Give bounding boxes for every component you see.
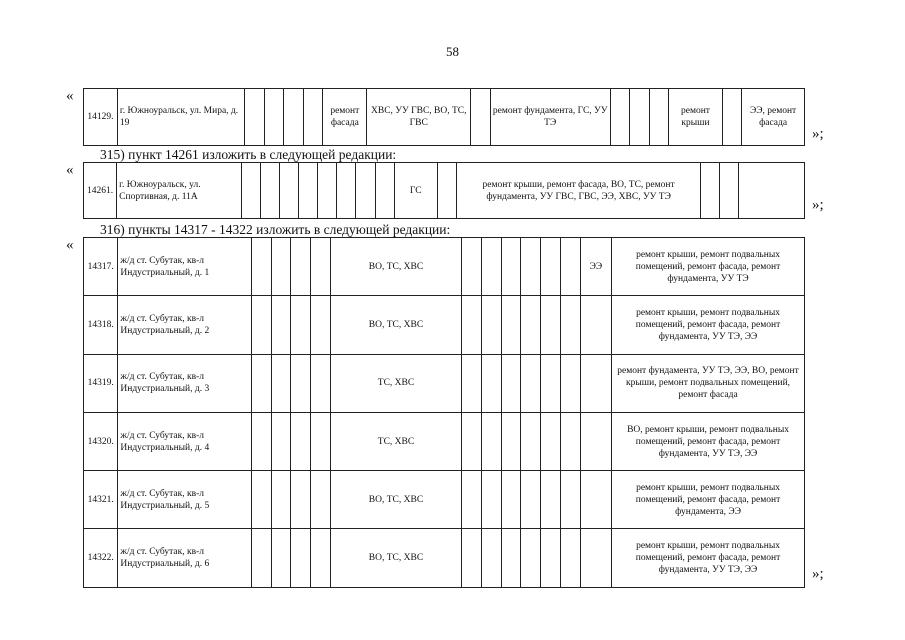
- work-cell: ремонт крыши, ремонт фасада, ВО, ТС, ремонт фундамента, УУ ГВС, ГВС, ЭЭ, ХВС, УУ ТЭ: [456, 163, 700, 219]
- row-number: 14319.: [84, 354, 118, 412]
- empty-cell: [541, 354, 561, 412]
- empty-cell: [271, 354, 291, 412]
- work-cell: [580, 529, 611, 587]
- empty-cell: [541, 238, 561, 296]
- work-cell: [580, 354, 611, 412]
- empty-cell: [462, 296, 482, 354]
- work-cell: ремонт фундамента, ГС, УУ ТЭ: [490, 89, 610, 146]
- row-number: 14318.: [84, 296, 118, 354]
- work-cell: ВО, ТС, ХВС: [330, 296, 461, 354]
- empty-cell: [271, 412, 291, 470]
- table-14261: [83, 162, 805, 219]
- open-quote: «: [66, 237, 74, 253]
- work-cell: ВО, ТС, ХВС: [330, 238, 461, 296]
- empty-cell: [561, 529, 581, 587]
- address: ж/д ст. Субутак, кв-л Индустриальный, д. 4: [118, 412, 251, 470]
- empty-cell: [521, 296, 541, 354]
- table-row: [84, 296, 805, 354]
- empty-cell: [521, 412, 541, 470]
- empty-cell: [541, 296, 561, 354]
- empty-cell: [481, 238, 501, 296]
- heading-315: 315) пункт 14261 изложить в следующей редакции:: [100, 147, 397, 162]
- empty-cell: [462, 471, 482, 529]
- work-cell: ТС, ХВС: [330, 354, 461, 412]
- table-14129: [83, 88, 805, 146]
- empty-cell: [481, 529, 501, 587]
- empty-cell: [561, 296, 581, 354]
- empty-cell: [481, 354, 501, 412]
- empty-cell: [462, 238, 482, 296]
- address: ж/д ст. Субутак, кв-л Индустриальный, д. 2: [118, 296, 251, 354]
- work-cell: [580, 412, 611, 470]
- empty-cell: [311, 296, 331, 354]
- table-row: [84, 529, 805, 587]
- empty-cell: [561, 471, 581, 529]
- empty-cell: [501, 238, 521, 296]
- empty-cell: [291, 296, 311, 354]
- empty-cell: [271, 296, 291, 354]
- empty-cell: [311, 529, 331, 587]
- empty-cell: [501, 529, 521, 587]
- row-number: 14317.: [84, 238, 118, 296]
- empty-cell: [521, 471, 541, 529]
- empty-cell: [271, 238, 291, 296]
- work-cell: ремонт крыши, ремонт подвальных помещений, ремонт фасада, ремонт фундамента, ЭЭ: [612, 471, 805, 529]
- table-row: [84, 238, 805, 296]
- empty-cell: [311, 412, 331, 470]
- row-number: 14322.: [84, 529, 118, 587]
- empty-cell: [541, 412, 561, 470]
- empty-cell: [561, 238, 581, 296]
- table-row: [84, 412, 805, 470]
- work-cell: [580, 471, 611, 529]
- empty-cell: [501, 412, 521, 470]
- address: ж/д ст. Субутак, кв-л Индустриальный, д. 6: [118, 529, 251, 587]
- empty-cell: [481, 296, 501, 354]
- address: г. Южноуральск, ул. Мира, д. 19: [117, 89, 244, 146]
- empty-cell: [291, 238, 311, 296]
- close-quote: »;: [812, 197, 824, 213]
- empty-cell: [251, 296, 271, 354]
- empty-cell: [481, 412, 501, 470]
- row-number: 14261.: [84, 163, 117, 219]
- table-row: [84, 354, 805, 412]
- empty-cell: [291, 412, 311, 470]
- empty-cell: [521, 238, 541, 296]
- empty-cell: [291, 529, 311, 587]
- work-cell: [580, 296, 611, 354]
- work-cell: ВО, ТС, ХВС: [330, 529, 461, 587]
- empty-cell: [481, 471, 501, 529]
- table-14317-14322: [83, 237, 805, 588]
- empty-cell: [521, 354, 541, 412]
- empty-cell: [541, 471, 561, 529]
- empty-cell: [501, 471, 521, 529]
- empty-cell: [521, 529, 541, 587]
- empty-cell: [561, 354, 581, 412]
- open-quote: «: [66, 88, 74, 104]
- empty-cell: [462, 354, 482, 412]
- address: г. Южноуральск, ул. Спортивная, д. 11А: [117, 163, 242, 219]
- row-number: 14320.: [84, 412, 118, 470]
- work-cell: ремонт фундамента, УУ ТЭ, ЭЭ, ВО, ремонт крыши, ремонт подвальных помещений, ремонт фасада: [612, 354, 805, 412]
- empty-cell: [541, 529, 561, 587]
- work-cell: ТС, ХВС: [330, 412, 461, 470]
- open-quote: «: [66, 162, 74, 178]
- empty-cell: [251, 238, 271, 296]
- close-quote: »;: [812, 566, 824, 582]
- work-cell: ГС: [394, 163, 437, 219]
- empty-cell: [462, 412, 482, 470]
- work-cell: ХВС, УУ ГВС, ВО, ТС, ГВС: [367, 89, 471, 146]
- empty-cell: [311, 471, 331, 529]
- work-cell: ЭЭ: [580, 238, 611, 296]
- empty-cell: [271, 529, 291, 587]
- work-cell: ВО, ремонт крыши, ремонт подвальных помещений, ремонт фасада, ремонт фундамента, УУ ТЭ, ЭЭ: [612, 412, 805, 470]
- empty-cell: [251, 412, 271, 470]
- row-number: 14321.: [84, 471, 118, 529]
- close-quote: »;: [812, 126, 824, 142]
- work-cell: ремонт крыши, ремонт подвальных помещений, ремонт фасада, ремонт фундамента, УУ ТЭ, ЭЭ: [612, 296, 805, 354]
- empty-cell: [251, 529, 271, 587]
- empty-cell: [251, 354, 271, 412]
- empty-cell: [561, 412, 581, 470]
- empty-cell: [462, 529, 482, 587]
- work-cell: ВО, ТС, ХВС: [330, 471, 461, 529]
- empty-cell: [311, 354, 331, 412]
- empty-cell: [271, 471, 291, 529]
- work-cell: ремонт крыши, ремонт подвальных помещений, ремонт фасада, ремонт фундамента, УУ ТЭ, ЭЭ: [612, 529, 805, 587]
- empty-cell: [501, 354, 521, 412]
- empty-cell: [291, 471, 311, 529]
- empty-cell: [291, 354, 311, 412]
- address: ж/д ст. Субутак, кв-л Индустриальный, д. 5: [118, 471, 251, 529]
- empty-cell: [251, 471, 271, 529]
- page-number: 58: [446, 44, 459, 59]
- address: ж/д ст. Субутак, кв-л Индустриальный, д. 1: [118, 238, 251, 296]
- row-number: 14129.: [84, 89, 118, 146]
- heading-316: 316) пункты 14317 - 14322 изложить в следующей редакции:: [100, 222, 451, 237]
- table-row: [84, 471, 805, 529]
- empty-cell: [501, 296, 521, 354]
- work-cell: ремонт крыши: [669, 89, 722, 146]
- address: ж/д ст. Субутак, кв-л Индустриальный, д. 3: [118, 354, 251, 412]
- empty-cell: [311, 238, 331, 296]
- work-cell: ремонт фасада: [323, 89, 367, 146]
- work-cell: ЭЭ, ремонт фасада: [742, 89, 805, 146]
- work-cell: ремонт крыши, ремонт подвальных помещений, ремонт фасада, ремонт фундамента, УУ ТЭ: [612, 238, 805, 296]
